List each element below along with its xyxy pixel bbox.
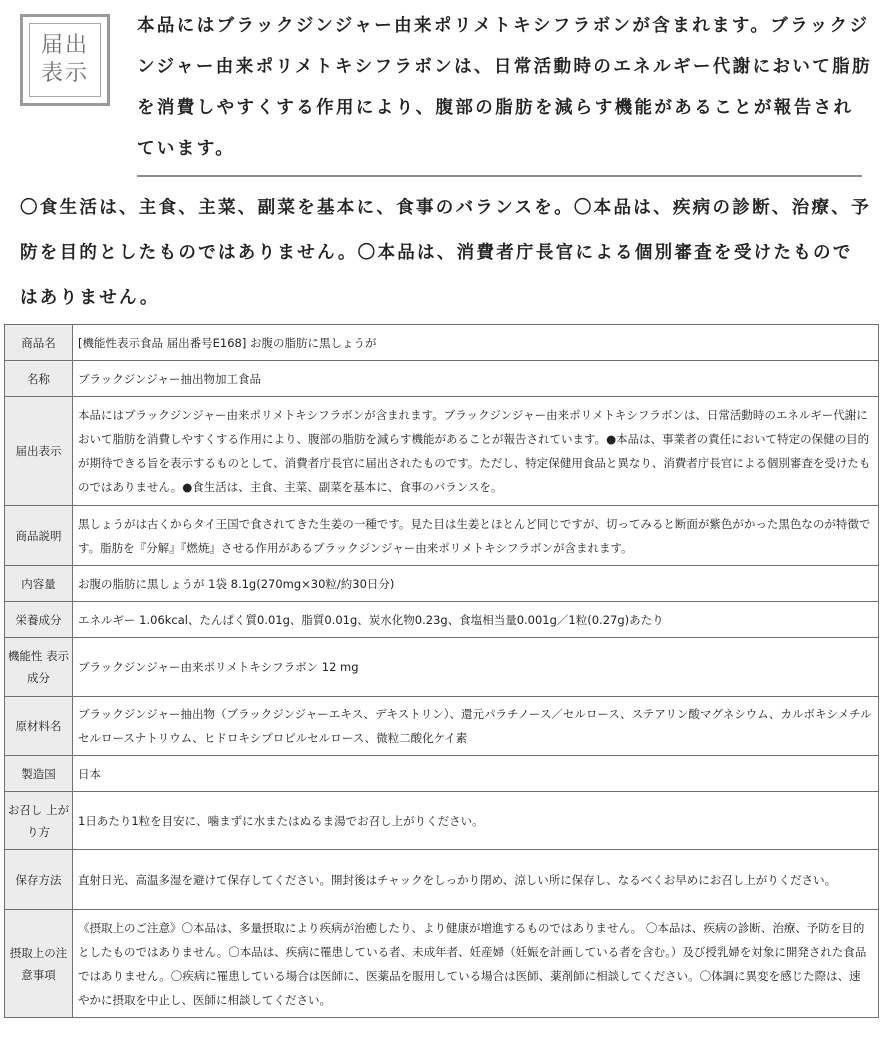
badge-line-1: 届出 xyxy=(40,33,89,58)
table-row xyxy=(5,361,879,397)
notification-badge-inner xyxy=(29,23,101,97)
notification-statement: 本品にはブラックジンジャー由来ポリメトキシフラボンが含まれます。ブラックジンジャー由来ポリメトキシフラボンは、日常活動時のエネルギー代謝において脂肪を消費しやすくする作用により、腹部の脂肪を減らす機能があることが報告されています。 xyxy=(137,16,872,159)
row-label: 摂取上の注意事項 xyxy=(5,910,73,1018)
badge-line-2: 表示 xyxy=(40,61,89,86)
table-row xyxy=(5,697,879,756)
row-value: 本品にはブラックジンジャー由来ポリメトキシフラボンが含まれます。ブラックジンジャー由来ポリメトキシフラボンは、日常活動時のエネルギー代謝において脂肪を消費しやすくする作用により、腹部の脂肪を減らす機能があることが報告されています。●本品は、事業者の責任において特定の保健の目的が期待できる旨を表示するものとして、消費者庁長官に届出されたものです。ただし、特定保健用食品と異なり、消費者庁長官による個別審査を受けたものではありません。●食生活は、主食、主菜、副菜を基本に、食事のバランスを。 xyxy=(73,397,879,506)
row-label: 商品名 xyxy=(5,325,73,361)
row-value: エネルギー 1.06kcal、たんぱく質0.01g、脂質0.01g、炭水化物0.23g、食塩相当量0.001g／1粒(0.27g)あたり xyxy=(73,602,879,638)
caution-notes: 〇食生活は、主食、主菜、副菜を基本に、食事のバランスを。〇本品は、疾病の診断、治療、予防を目的としたものではありません。〇本品は、消費者庁長官による個別審査を受けたものではありません。 xyxy=(20,198,871,308)
row-label: 内容量 xyxy=(5,566,73,602)
row-label: 商品説明 xyxy=(5,506,73,566)
row-value: [機能性表示食品 届出番号E168] お腹の脂肪に黒しょうが xyxy=(73,325,879,361)
row-label: 機能性 表示成分 xyxy=(5,638,73,697)
row-label: 名称 xyxy=(5,361,73,397)
row-value: ブラックジンジャー抽出物（ブラックジンジャーエキス、デキストリン）、還元パラチノース／セルロース、ステアリン酸マグネシウム、カルボキシメチルセルロースナトリウム、ヒドロキシプロピルセルロース、微粒二酸化ケイ素 xyxy=(73,697,879,756)
product-spec-table xyxy=(4,324,879,1018)
table-row xyxy=(5,792,879,850)
row-value: 直射日光、高温多湿を避けて保存してください。開封後はチャックをしっかり閉め、涼しい所に保存し、なるべくお早めにお召し上がりください。 xyxy=(73,850,879,910)
table-row xyxy=(5,566,879,602)
row-value: 日本 xyxy=(73,756,879,792)
row-value: 1日あたり1粒を目安に、噛まずに水またはぬるま湯でお召し上がりください。 xyxy=(73,792,879,850)
row-label: 栄養成分 xyxy=(5,602,73,638)
section-divider xyxy=(137,175,862,177)
table-row xyxy=(5,910,879,1018)
row-label: お召し 上がり方 xyxy=(5,792,73,850)
row-label: 製造国 xyxy=(5,756,73,792)
row-value: ブラックジンジャー抽出物加工食品 xyxy=(73,361,879,397)
table-row xyxy=(5,397,879,506)
table-row xyxy=(5,325,879,361)
row-value: ブラックジンジャー由来ポリメトキシフラボン 12 mg xyxy=(73,638,879,697)
table-row xyxy=(5,506,879,566)
row-label: 届出表示 xyxy=(5,397,73,506)
table-row xyxy=(5,638,879,697)
row-label: 原材料名 xyxy=(5,697,73,756)
row-label: 保存方法 xyxy=(5,850,73,910)
table-row xyxy=(5,850,879,910)
notification-badge xyxy=(20,14,110,106)
row-value: お腹の脂肪に黒しょうが 1袋 8.1g(270mg×30粒/約30日分) xyxy=(73,566,879,602)
row-value: 《摂取上のご注意》〇本品は、多量摂取により疾病が治癒したり、より健康が増進するものではありません。 〇本品は、疾病の診断、治療、予防を目的としたものではありません。〇本品は、疾病に罹患している者、未成年者、妊産婦（妊娠を計画している者を含む。）及び授乳婦を対象に開発された食品ではありません。〇疾病に罹患している場合は医師に、医薬品を服用している場合は医師、薬剤師に相談してください。〇体調に異変を感じた際は、速やかに摂取を中止し、医師に相談してください。 xyxy=(73,910,879,1018)
table-row xyxy=(5,756,879,792)
row-value: 黒しょうがは古くからタイ王国で食されてきた生姜の一種です。見た目は生姜とほとんど同じですが、切ってみると断面が紫色がかった黒色なのが特徴です。脂肪を『分解』『燃焼』させる作用があるブラックジンジャー由来ポリメトキシフラボンが含まれます。 xyxy=(73,506,879,566)
table-row xyxy=(5,602,879,638)
